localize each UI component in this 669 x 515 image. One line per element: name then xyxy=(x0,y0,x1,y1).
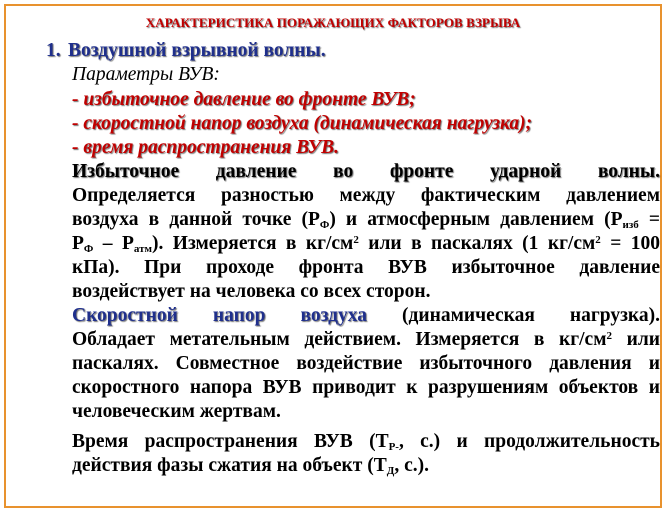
overpressure-line-4: кПа). При проходе фронта ВУВ избыточное давление xyxy=(72,257,660,278)
overpressure-line-1: Определяется разностью между фактическим давлением xyxy=(72,185,660,206)
dynamic-pressure-line-2: Обладает метательным действием. Измеряется в $кг/см^2$ или xyxy=(72,329,660,350)
dynamic-pressure-line-3: паскалях. Совместное воздействие избыточного давления и xyxy=(72,353,660,374)
params-label: Параметры ВУВ: xyxy=(72,64,220,85)
param-item-3: - время распространения ВУВ. xyxy=(72,137,339,158)
section-number: 1. xyxy=(46,40,61,61)
param-item-1: - избыточное давление во фронте ВУВ; xyxy=(72,89,416,110)
propagation-time-line-1: Время распространения ВУВ ($Т_{Р-}$, с.) и продолжительность xyxy=(72,431,660,453)
dynamic-pressure-line-5: человеческим жертвам. xyxy=(72,401,281,422)
content-frame xyxy=(4,4,662,508)
overpressure-heading: Избыточное давление во фронте ударной волны. xyxy=(72,161,660,182)
propagation-time-line-2: действия фазы сжатия на объект ($Т_Д$, с.). xyxy=(72,455,429,477)
dynamic-pressure-line-4: скоростного напора ВУВ приводит к разрушениям объектов и xyxy=(72,377,660,398)
section-heading-text: Воздушной взрывной волны. xyxy=(68,40,326,61)
overpressure-line-2: воздуха в данной точке $(Р_Ф)$ и атмосферным давлением ($Р_{изб}$ = xyxy=(72,209,660,231)
slide-title: ХАРАКТЕРИСТИКА ПОРАЖАЮЩИХ ФАКТОРОВ ВЗРЫВА xyxy=(145,15,521,30)
dynamic-pressure-line-1: Скоростной напор воздуха (динамическая нагрузка). xyxy=(72,305,660,326)
param-item-2: - скоростной напор воздуха (динамическая нагрузка); xyxy=(72,113,533,134)
dynamic-pressure-heading: Скоростной напор воздуха xyxy=(72,305,367,326)
overpressure-line-3: $Р_Ф - Р_{атм}$). Измеряется в $кг/см^2$ или в паскалях (1 $кг/см^2 = 100$ xyxy=(72,233,660,255)
section-heading xyxy=(46,39,326,63)
overpressure-line-5: воздействует на человека со всех сторон. xyxy=(72,281,431,302)
